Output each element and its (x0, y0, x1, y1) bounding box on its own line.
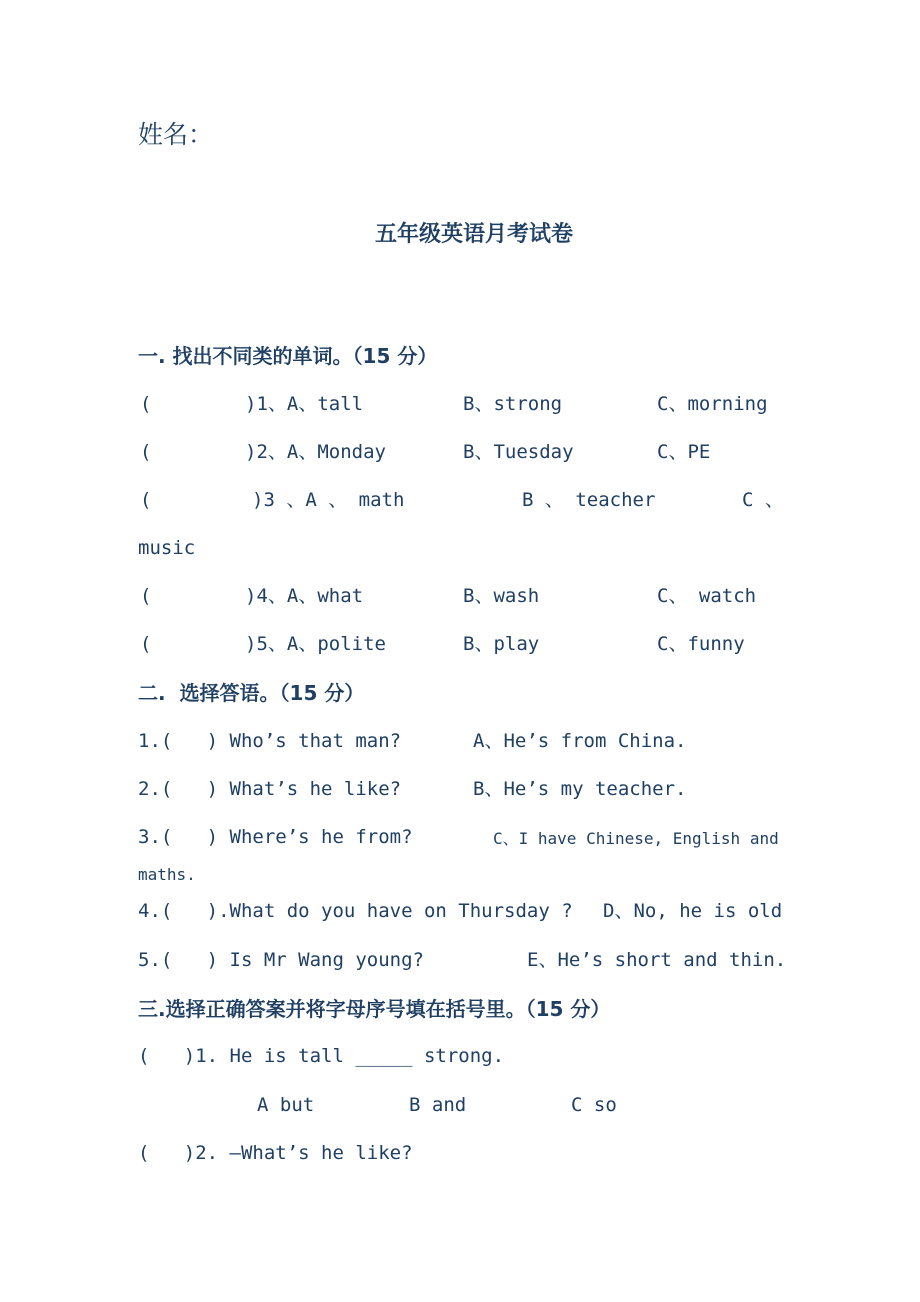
section-1-heading: 一. 找出不同类的单词。（15 分） (138, 344, 438, 368)
question: ( )1. He is tall _____ strong. (138, 1045, 505, 1067)
option-c: C、PE (657, 441, 711, 463)
option-a: )5、A、polite (245, 633, 386, 655)
section-2-heading: 二. 选择答语。（15 分） (138, 681, 365, 705)
answer-option: D、No, he is old (603, 900, 783, 922)
option-b: B、Tuesday (463, 441, 574, 463)
answer-bracket: ( (140, 489, 152, 511)
answer-option: C、I have Chinese, English and (493, 829, 779, 848)
question: 1.( ) Who’s that man? (138, 730, 402, 752)
choice-a: A but (257, 1094, 315, 1116)
option-b: B、strong (463, 393, 563, 415)
answer-option-wrap: maths. (138, 865, 196, 884)
choice-b: B and (409, 1094, 467, 1116)
question: ( )2. —What’s he like? (138, 1142, 413, 1164)
option-b: B、wash (463, 585, 540, 607)
answer-bracket: ( (140, 441, 152, 463)
answer-bracket: ( (140, 393, 152, 415)
question: 2.( ) What’s he like? (138, 778, 402, 800)
option-b: B、play (463, 633, 540, 655)
option-c: C、 watch (657, 585, 757, 607)
option-b: B 、 teacher (522, 489, 656, 511)
answer-option: E、He’s short and thin. (527, 949, 787, 971)
answer-option: B、He’s my teacher. (473, 778, 687, 800)
answer-bracket: ( (140, 585, 152, 607)
question: 5.( ) Is Mr Wang young? (138, 949, 424, 971)
name-label: 姓名： (138, 120, 214, 149)
answer-option: A、He’s from China. (473, 730, 687, 752)
question: 4.( ).What do you have on Thursday ? (138, 900, 573, 922)
option-c: C、morning (657, 393, 768, 415)
option-a: )4、A、what (245, 585, 364, 607)
option-a: )3 、A 、 math (252, 489, 405, 511)
exam-title: 五年级英语月考试卷 (375, 222, 574, 247)
option-a: )2、A、Monday (245, 441, 386, 463)
option-a: )1、A、tall (245, 393, 364, 415)
option-c: C、funny (657, 633, 745, 655)
option-c-wrap: music (138, 537, 196, 559)
answer-bracket: ( (140, 633, 152, 655)
option-c: C 、 (742, 489, 784, 511)
question: 3.( ) Where’s he from? (138, 826, 413, 848)
choice-c: C so (571, 1094, 617, 1116)
section-3-heading: 三.选择正确答案并将字母序号填在括号里。（15 分） (138, 997, 611, 1021)
